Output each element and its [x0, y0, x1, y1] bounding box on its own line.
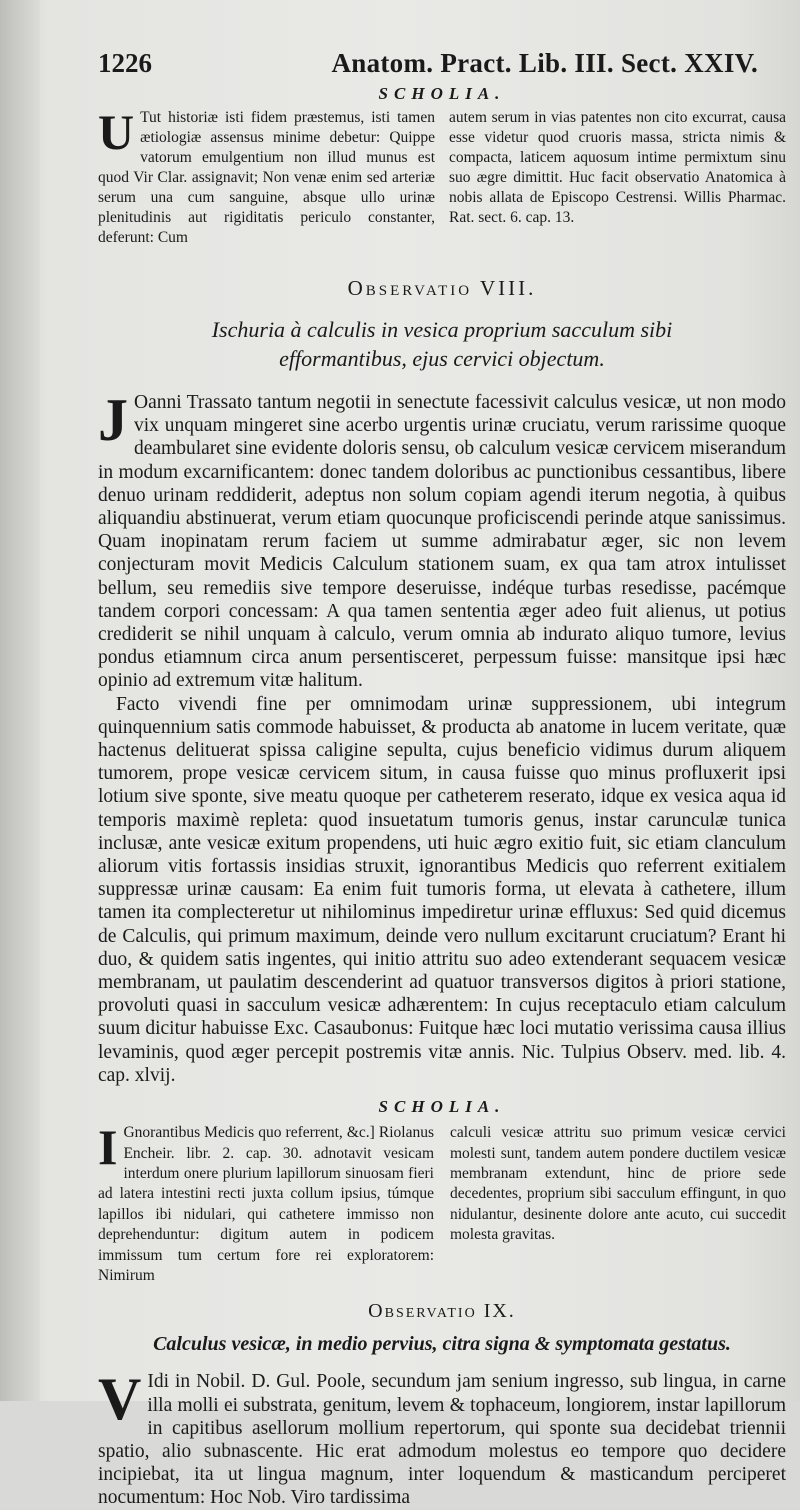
observation-9-body: [98, 1366, 786, 1509]
scholia-1-left-text: Tut historiæ isti fidem præstemus, isti tamen ætiologiæ assensus minime debetur: Quippe vatorum emulgentium non illud munus est quod Vir Clar. assignavit; Non venæ enim sed arteriæ serum una cum sanguine, absque ullo urinæ plenitudinis aut rigiditatis periculo constanter, deferunt: Cum: [98, 109, 435, 246]
scholia-2-dropcap: I: [98, 1119, 118, 1176]
scholia-1-right-column: [449, 108, 786, 248]
page-header: [98, 44, 786, 82]
observation-8-dropcap: J: [98, 387, 128, 453]
binding-gutter: [0, 0, 40, 1401]
observation-9-dropcap: V: [98, 1366, 142, 1433]
scholia-2-left-column: [98, 1119, 434, 1286]
observation-9-subtitle: Calculus vesicæ, in medio pervius, citra signa & symptomata gestatus.: [153, 1333, 731, 1356]
observation-8-paragraph-2: Facto vivendi fine per omnimodam urinæ suppressionem, ubi integrum quinquennium satis commode habuisset, & producta ab anatome in lucem veritate, quæ hactenus delituerat spissa caligine sepulta, cujus beneficio vidimus durum aliquem tumorem, prope vesicæ cervicem situm, in causa fuisse quo minus profluxerit ipsi lotium sive sponte, sive meatu quoque per catheterem reserato, idque ex vesica aqua id temporis maximè repleta: quod insuetatum tumoris genus, instar carunculæ tunica inclusæ, ante vesicæ exitum propendens, uti huic ægro exitio fuit, sic etiam clanculum aliorum vitis fortassis insidias struxit, ignorantibus Medicis quo referrent exitialem suppressæ urinæ causam: Ea enim fuit tumoris forma, ut elevata à cathetere, illum tamen ita complecteretur ut nihilominus impediretur urinæ effluxus: Sed quid dicemus de Calculis, qui primum maximum, deinde vero nullum excitarunt cruciatum? Erant hi duo, & quidem satis ingentes, qui initio attritu suo adeo extenderant sequacem vesicæ membranam, ut paulatim descenderint ad quatuor transversos digitos à priori statione, provoluti quasi in sacculum vesicæ adhærentem: In cujus receptaculo etiam calculum suum dicitur habuisse Exc. Casaubonus: Fuitque hæc loci mutatio verissima causa illius levaminis, quod æger percepit postremis vitæ annis. Nic. Tulpius Observ. med. lib. 4. cap. xlvij.: [98, 693, 786, 1086]
observation-8-paragraph-1-text: Oanni Trassato tantum negotii in senectute facessivit calculus vesicæ, ut non modo vix unquam mingeret sine acerbo urgentis urinæ cruciatu, verum rarissime quoque deambularet sine evidente doloris sensu, ob calculum vesicæ cervicem miserandum in modum excarnificantem: donec tandem doloribus ac punctionibus cessantibus, libere denuo urinam reddiderit, adeptus non solum copiam agendi iterum negotia, à quibus aliquandiu abstinuerat, verum etiam quocunque proficiscendi perinde atque sanissimus. Quam inopinatam rerum faciem ut summe admirabatur æger, sic non levem conjecturam movit Medicis Calculum stationem suam, ex qua tam atrox intulisset bellum, seu remediis sive tempore deseruisse, indéque turbas resedisse, pacémque tandem corpori concessam: A qua tamen sententia æger adeo fuit alienus, ut potius crediderit se nihil unquam à calculo, verum omnia ab indurato aliquo tumore, levius pondus etiamnum circa anum persentisceret, perpessum fuisse: mansitque ipsi hæc opinio ad extremum vitæ halitum.: [98, 392, 786, 692]
running-head: Anatom. Pract. Lib. III. Sect. XXIV.: [331, 48, 758, 78]
scholia-1-columns: [98, 104, 786, 248]
scholia-1-dropcap: U: [98, 104, 135, 160]
observation-8-title: Observatio VIII.: [347, 276, 537, 300]
observation-8-body: [98, 387, 786, 1087]
page-number: 1226: [98, 48, 152, 78]
observation-8-paragraph-1: [98, 387, 786, 693]
scholia-2-right-column: [450, 1123, 786, 1286]
scholia-heading-2: SCHOLIA.: [378, 1097, 506, 1117]
scholia-2-columns: [98, 1119, 786, 1286]
scholia-1-left-column: [98, 104, 435, 248]
scholia-2-left-text: Gnorantibus Medicis quo referrent, &c.] Riolanus Encheir. libr. 2. cap. 30. adnotavit vesicam interdum onere plurium lapillorum sinuosam fieri ad latera intestini recti juxta collum ipsius, túmque lapillos ibi nidulari, qui cathetere immisso non deprehenduntur: digitum autem in podicem immissum tum certum fore rei exploratorem: Nimirum: [98, 1124, 434, 1284]
observation-8-subtitle: Ischuria à calculis in vesica proprium sacculum sibi efformantibus, ejus cervici objectum.: [211, 317, 673, 371]
scholia-2-right-text: calculi vesicæ attritu suo primum vesicæ cervici molesti sunt, tandem autem pondere ductilem vesicæ membranam extendunt, hinc de priore sede decedentes, proprium sibi sacculum effingunt, in quo nidulantur, desinente dolore ante acuto, cui succedit molesta gravitas.: [450, 1124, 786, 1244]
scholia-1-right-text: autem serum in vias patentes non cito excurrat, causa esse videtur quod cruoris massa, stricta nimis & compacta, laticem aquosum intime permixtum sinu suo ægre dimittit. Huc facit observatio Anatomica à nobis allata de Episcopo Cestrensi. Willis Pharmac. Rat. sect. 6. cap. 13.: [449, 109, 786, 226]
observation-9-paragraph-1: Idi in Nobil. D. Gul. Poole, secundum jam senium ingresso, sub lingua, in carne illa molli ei substrata, genitum, levem & tophaceum, longiorem, instar lapillorum in capitibus asellorum mollium repertorum, qui sponte sua decidebat triennii spatio, alio subnascente. Hic erat admodum molestus eo tempore quo decidere incipiebat, ita ut lingua magnum, inter loquendum & masticandum perciperet nocumentum: Hoc Nob. Viro tardissima: [98, 1371, 786, 1509]
scholia-heading-1: SCHOLIA.: [378, 84, 506, 103]
observation-9-title: Observatio IX.: [368, 1300, 516, 1323]
